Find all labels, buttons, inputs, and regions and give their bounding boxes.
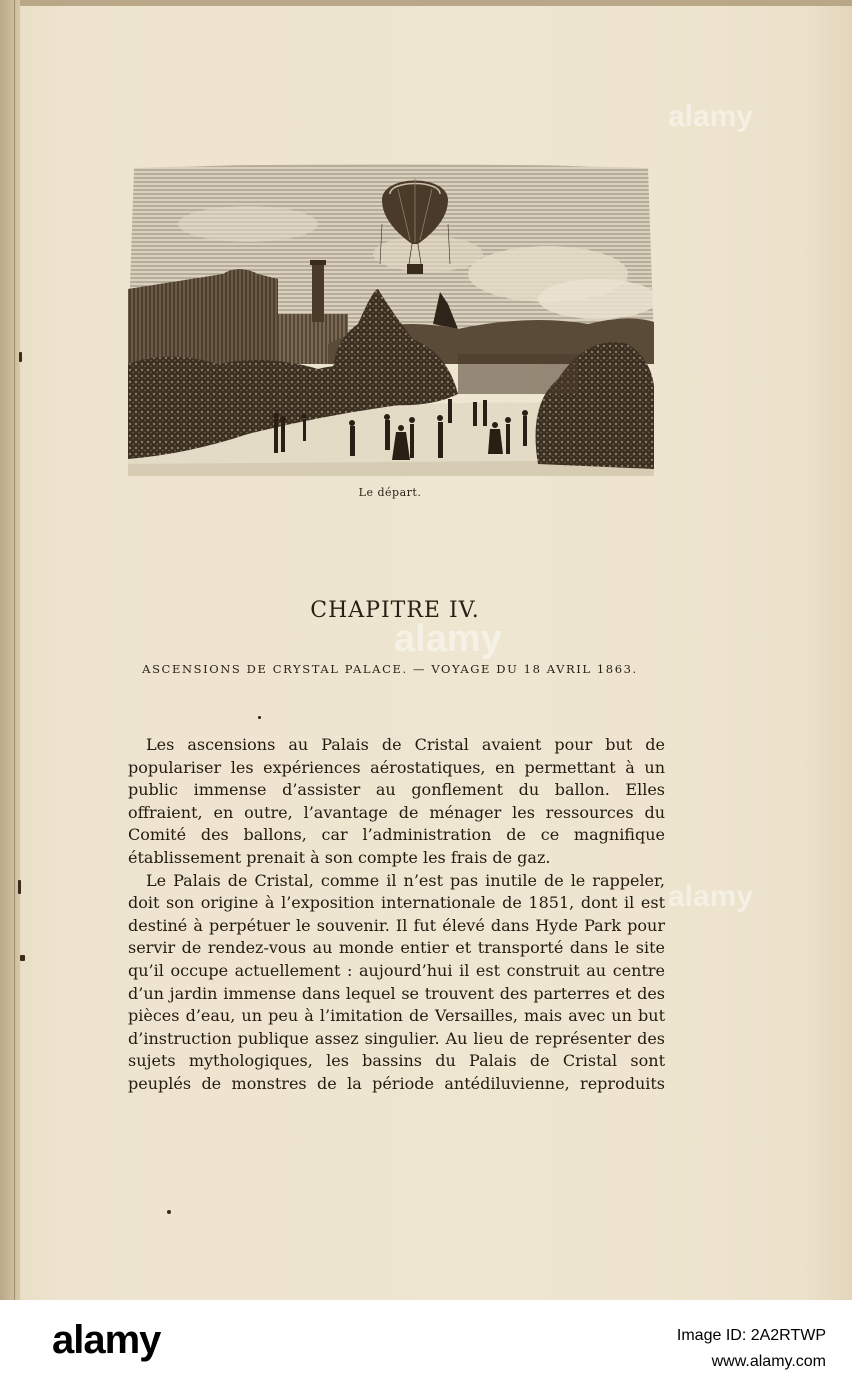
illustration-caption: Le départ. <box>358 486 422 499</box>
paragraph: Les ascensions au Palais de Cristal avaient pour but de populariser les expériences aérostatiques, en permettant à un public immense d’assister au gonflement du ballon. Elles offraient, en outre, l’avantage de ménager les ressources du Comité des ballons, car l’administration de ce magnifique établissement prenait à son compte les frais de gaz. <box>128 735 665 867</box>
paragraph: Le Palais de Cristal, comme il n’est pas inutile de le rappeler, doit son origine à l’exposition internationale de 1851, dont il est destiné à perpétuer le souvenir. Il fut élevé dans Hyde Park pour servir de rendez-vous au monde entier et transporté dans le site qu’il occupe actuellement : aujourd’hui il est construit au centre d’un jardin immense dans lequel se trouvent des parterres et des pièces d’eau, un peu à l’imitation de Versailles, mais avec un but d’instruction publique assez singulier. Au lieu de représenter des sujets mythologiques, les bassins du Palais de Cristal sont peuplés de monstres de la période antédiluvienne, reproduits <box>128 870 665 1093</box>
image-id: Image ID: 2A2RTWP <box>676 1327 826 1344</box>
chapter-title: CHAPITRE IV. <box>310 598 480 623</box>
image-id-block <box>677 1323 826 1375</box>
page-top-edge <box>0 0 852 6</box>
balloon-departure-engraving <box>128 164 654 476</box>
ink-speck <box>167 1210 171 1214</box>
site-url: www.alamy.com <box>711 1353 826 1370</box>
stock-footer <box>0 1300 852 1390</box>
watermark: alamy <box>394 618 502 660</box>
chapter-subtitle: ASCENSIONS DE CRYSTAL PALACE. — VOYAGE DU 18 AVRIL 1863. <box>142 662 638 676</box>
ink-speck <box>20 955 25 961</box>
page-binding-edge <box>0 0 20 1300</box>
watermark: alamy <box>668 880 754 913</box>
alamy-logo: alamy <box>52 1318 161 1362</box>
body-text <box>128 734 665 1096</box>
ink-speck <box>18 880 21 894</box>
watermark: alamy <box>668 100 754 133</box>
ornament-dot <box>258 716 261 719</box>
ink-speck <box>19 352 22 362</box>
